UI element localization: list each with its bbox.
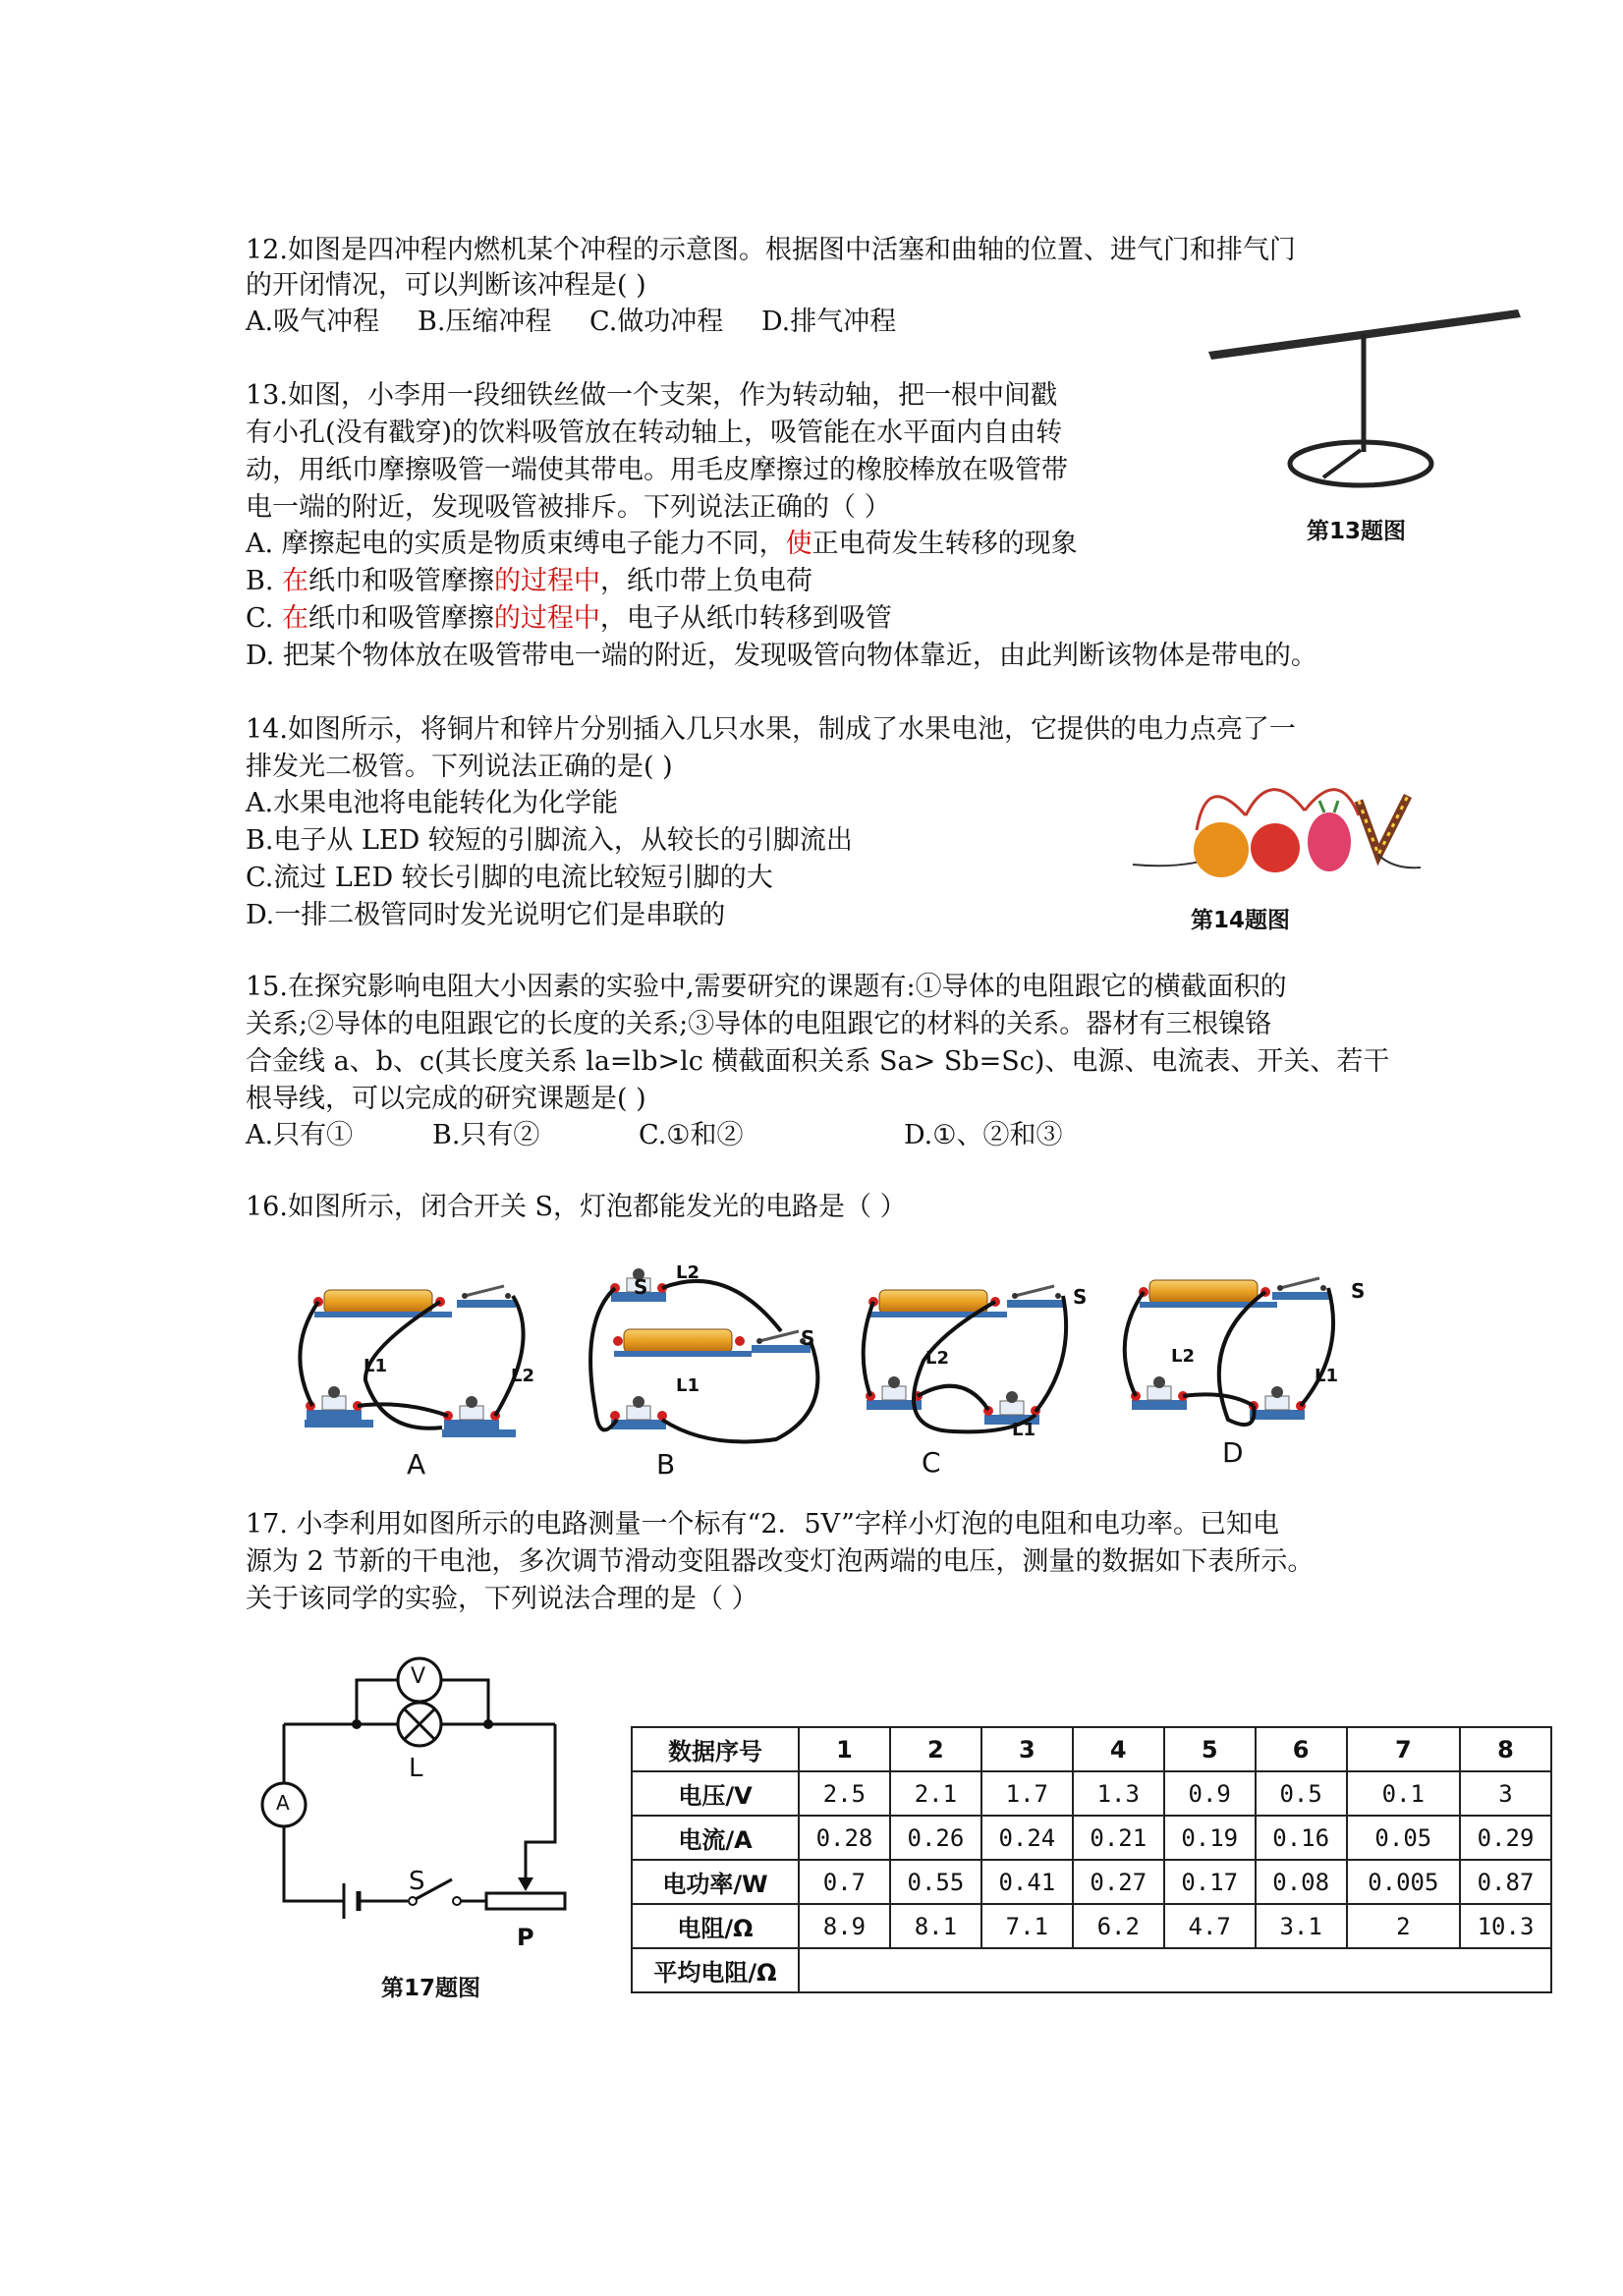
table-cell: 0.87 (1460, 1860, 1551, 1904)
q13-a-red: 使 (785, 529, 812, 559)
circuit-b-lamp2-label: L2 (676, 1262, 700, 1283)
table-cell: 3.1 (1256, 1904, 1347, 1948)
circuit-a-lamp1-label: L1 (364, 1356, 387, 1376)
table-row-header: 电压/V (632, 1771, 799, 1816)
table-row (632, 1860, 1551, 1904)
q14-stem-line2: 排发光二极管。下列说法正确的是( ) (246, 752, 673, 782)
table-cell: 0.29 (1460, 1816, 1551, 1860)
q13-c-red2: 的过程中 (493, 603, 600, 634)
table-row (632, 1771, 1551, 1816)
q13-b-mid: 纸巾和吸管摩擦 (308, 566, 495, 596)
circuit-d-label: D (1222, 1436, 1244, 1469)
table-row-header: 电功率/W (632, 1860, 799, 1904)
q13-stem-line3: 动，用纸巾摩擦吸管一端使其带电。用毛皮摩擦过的橡胶棒放在吸管带 (246, 455, 1068, 485)
q13-a-text: A. 摩擦起电的实质是物质束缚电子能力不同， (246, 529, 786, 559)
table-cell: 10.3 (1460, 1904, 1551, 1948)
table-cell: 1 (799, 1727, 890, 1771)
dragonfruit-icon (1308, 812, 1351, 871)
table-cell: 8.9 (799, 1904, 890, 1948)
table-cell: 0.16 (1256, 1816, 1347, 1860)
switch-label: S (409, 1867, 425, 1896)
table-cell: 0.19 (1164, 1816, 1256, 1860)
circuit-b-label: B (656, 1448, 676, 1481)
table-cell: 0.41 (981, 1860, 1073, 1904)
table-row-header: 数据序号 (632, 1727, 799, 1771)
q13-figure-caption: 第13题图 (1307, 519, 1407, 544)
rheostat-icon (486, 1893, 565, 1909)
q15-option-b[interactable]: B.只有② (432, 1120, 540, 1150)
circuit-d-lamp1-label: L1 (1315, 1366, 1338, 1386)
q13-stem-line1: 13.如图，小李用一段细铁丝做一个支架，作为转动轴，把一根中间戳 (246, 380, 1057, 411)
q15-stem-line3: 合金线 a、b、c(其长度关系 la=lb>lc 横截面积关系 Sa> Sb=Sc)、电源、电流表、开关、若干 (246, 1046, 1390, 1077)
lamp-label: L (409, 1754, 423, 1783)
circuit-d-switch-label: S (1351, 1279, 1366, 1303)
circuit-b (590, 1268, 817, 1442)
q17-figure-caption: 第17题图 (381, 1976, 481, 2001)
q17-stem-line1: 17. 小李利用如图所示的电路测量一个标有“2．5V”字样小灯泡的电阻和电功率。已知电 (246, 1509, 1279, 1540)
q15-option-d[interactable]: D.①、②和③ (904, 1120, 1063, 1150)
table-cell: 2 (890, 1727, 981, 1771)
q15-option-c[interactable]: C.①和② (639, 1120, 744, 1150)
circuit-a (300, 1286, 523, 1437)
q13-stem-line2: 有小孔(没有戳穿)的饮料吸管放在转动轴上，吸管能在水平面内自由转 (246, 418, 1063, 448)
q15-stem-line4: 根导线，可以完成的研究课题是( ) (246, 1084, 646, 1114)
circuit-b-lamp1-label: L1 (676, 1375, 700, 1396)
table-cell: 0.08 (1256, 1860, 1347, 1904)
circuit-a-lamp2-label: L2 (511, 1366, 534, 1386)
q13-c-mid: 纸巾和吸管摩擦 (308, 603, 494, 634)
table-cell: 0.9 (1164, 1771, 1256, 1816)
q14-option-b[interactable]: B.电子从 LED 较短的引脚流入，从较长的引脚流出 (246, 825, 853, 856)
table-cell: 5 (1164, 1727, 1256, 1771)
table-cell: 0.005 (1347, 1860, 1460, 1904)
circuit-c (864, 1286, 1066, 1431)
q15-stem-line2: 关系;②导体的电阻跟它的长度的关系;③导体的电阻跟它的材料的关系。器材有三根镍铬 (246, 1009, 1272, 1039)
table-cell: 1.7 (981, 1771, 1073, 1816)
table-cell: 0.55 (890, 1860, 981, 1904)
table-cell: 7 (1347, 1727, 1460, 1771)
q13-stem-line4: 电一端的附近，发现吸管被排斥。下列说法正确的（ ） (246, 492, 891, 523)
table-row-header: 电流/A (632, 1816, 799, 1860)
q12-option-d[interactable]: D.排气冲程 (761, 307, 897, 337)
q17-stem-line3: 关于该同学的实验，下列说法合理的是（ ） (246, 1584, 758, 1614)
q14-stem-line1: 14.如图所示，将铜片和锌片分别插入几只水果，制成了水果电池，它提供的电力点亮了一 (246, 714, 1296, 745)
circuit-a-label: A (407, 1448, 426, 1481)
voltmeter-label: V (411, 1664, 426, 1689)
table-row (632, 1948, 1551, 1992)
table-cell: 2 (1347, 1904, 1460, 1948)
q13-b-prefix: B. (246, 566, 283, 596)
q13-c-prefix: C. (246, 603, 282, 634)
orange-icon (1194, 822, 1249, 877)
table-cell: 0.17 (1164, 1860, 1256, 1904)
table-cell: 8.1 (890, 1904, 981, 1948)
table-cell: 0.28 (799, 1816, 890, 1860)
q17-data-table (631, 1726, 1552, 1993)
q14-option-c[interactable]: C.流过 LED 较长引脚的电流比较短引脚的大 (246, 863, 773, 893)
q13-figure-stand (1203, 303, 1528, 489)
q13-a-text2: 正电荷发生转移的现象 (812, 529, 1078, 559)
table-row-header: 平均电阻/Ω (632, 1948, 799, 1992)
table-cell: 7.1 (981, 1904, 1073, 1948)
q12-option-b[interactable]: B.压缩冲程 (418, 307, 552, 337)
table-cell: 0.26 (890, 1816, 981, 1860)
circuit-b-switch-label: S (801, 1326, 815, 1350)
q13-option-d[interactable]: D. 把某个物体放在吸管带电一端的附近，发现吸管向物体靠近，由此判断该物体是带电的。 (246, 641, 1317, 671)
circuit-d (1125, 1278, 1333, 1425)
q13-option-a[interactable] (246, 526, 1078, 563)
table-row (632, 1727, 1551, 1771)
table-cell: 1.3 (1073, 1771, 1164, 1816)
table-cell: 0.05 (1347, 1816, 1460, 1860)
table-cell: 0.5 (1256, 1771, 1347, 1816)
q15-stem-line1: 15.在探究影响电阻大小因素的实验中,需要研究的课题有:①导体的电阻跟它的横截面积的 (246, 972, 1287, 1002)
slider-label: P (517, 1924, 534, 1951)
table-cell: 8 (1460, 1727, 1551, 1771)
table-cell: 3 (981, 1727, 1073, 1771)
circuit-c-switch-label: S (1073, 1285, 1088, 1309)
table-cell: 2.1 (890, 1771, 981, 1816)
table-cell: 0.21 (1073, 1816, 1164, 1860)
q13-b-red1: 在 (282, 566, 309, 596)
stand-base (1290, 442, 1431, 485)
table-cell: 2.5 (799, 1771, 890, 1816)
table-cell: 0.1 (1347, 1771, 1460, 1816)
q14-option-a[interactable]: A.水果电池将电能转化为化学能 (246, 788, 619, 818)
circuit-c-lamp2-label: L2 (925, 1348, 949, 1369)
q17-stem-line2: 源为 2 节新的干电池，多次调节滑动变阻器改变灯泡两端的电压，测量的数据如下表所示。 (246, 1546, 1315, 1577)
ammeter-label: A (276, 1791, 290, 1815)
table-cell: 0.27 (1073, 1860, 1164, 1904)
q12-stem-line1: 12.如图是四冲程内燃机某个冲程的示意图。根据图中活塞和曲轴的位置、进气门和排气门 (246, 235, 1296, 265)
table-row (632, 1816, 1551, 1860)
q13-option-b[interactable] (246, 563, 812, 600)
led-row (1359, 796, 1408, 855)
table-row (632, 1904, 1551, 1948)
q13-b-post: ，纸巾带上负电荷 (600, 566, 813, 596)
q15-option-a[interactable]: A.只有① (246, 1120, 354, 1150)
q14-option-d[interactable]: D.一排二极管同时发光说明它们是串联的 (246, 900, 726, 930)
table-cell: 3 (1460, 1771, 1551, 1816)
circuit-c-lamp1-label: L1 (1012, 1420, 1035, 1440)
q12-stem-line2: 的开闭情况，可以判断该冲程是( ) (246, 270, 646, 301)
table-row-header: 电阻/Ω (632, 1904, 799, 1948)
average-resistance-cell (799, 1948, 1551, 1992)
circuit-d-lamp2-label: L2 (1171, 1346, 1195, 1367)
q13-b-red2: 的过程中 (494, 566, 601, 596)
q13-c-post: ，电子从纸巾转移到吸管 (599, 603, 892, 634)
q14-figure-caption: 第14题图 (1191, 908, 1291, 933)
q13-option-c[interactable] (246, 600, 892, 638)
table-cell: 4.7 (1164, 1904, 1256, 1948)
q12-option-a[interactable]: A.吸气冲程 (246, 307, 380, 337)
q12-option-c[interactable]: C.做功冲程 (589, 307, 724, 337)
table-cell: 0.7 (799, 1860, 890, 1904)
q14-figure-fruit-battery (1128, 761, 1423, 889)
circuit-a-switch-label: S (634, 1275, 648, 1299)
q16-stem-line1: 16.如图所示，闭合开关 S，灯泡都能发光的电路是（ ） (246, 1192, 907, 1222)
table-cell: 4 (1073, 1727, 1164, 1771)
tomato-icon (1251, 823, 1300, 872)
table-cell: 6.2 (1073, 1904, 1164, 1948)
table-cell: 0.24 (981, 1816, 1073, 1860)
circuit-c-label: C (922, 1446, 941, 1479)
q13-c-red1: 在 (281, 603, 308, 634)
q17-circuit-diagram (251, 1655, 585, 1970)
table-cell: 6 (1256, 1727, 1347, 1771)
